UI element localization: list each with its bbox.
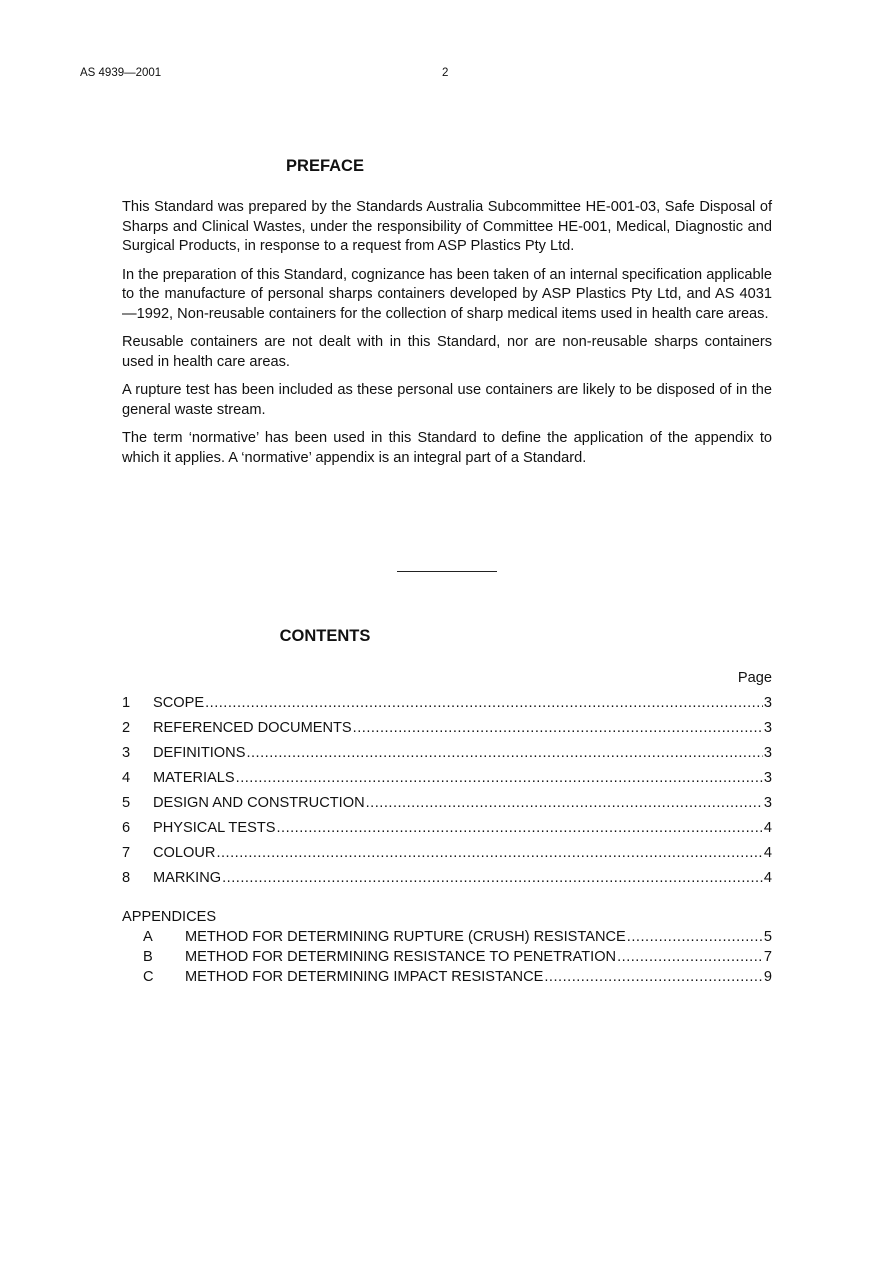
appendix-letter-text: A <box>143 929 153 945</box>
toc-entry-title: MARKING <box>153 870 222 886</box>
preface-paragraph: In the preparation of this Standard, cognizance has been taken of an internal specification applicable to the manufacture of personal sharps containers developed by ASP Plastics Pty Ltd, and AS 4031—1992, Non-reusable containers for the collection of sharp medical items used in health care areas. <box>122 266 772 322</box>
table-of-contents <box>122 668 772 893</box>
toc-leader-dots <box>236 768 763 788</box>
toc-entry-page: 4 <box>763 845 772 861</box>
appendix-title: METHOD FOR DETERMINING RESISTANCE TO PENETRATION <box>185 949 617 965</box>
toc-entry-number: 8 <box>122 870 131 886</box>
toc-entry-title: PHYSICAL TESTS <box>153 820 276 836</box>
toc-entry[interactable] <box>122 868 772 893</box>
appendix-page: 5 <box>763 929 772 945</box>
appendix-entry[interactable] <box>122 947 772 967</box>
section-divider <box>397 571 497 572</box>
appendix-letter-text: B <box>143 949 153 965</box>
toc-entry-title: SCOPE <box>153 695 205 711</box>
toc-entry[interactable] <box>122 793 772 818</box>
toc-entry-number: 5 <box>122 795 131 811</box>
preface-title: PREFACE <box>286 157 364 175</box>
standard-id: AS 4939—2001 <box>80 67 162 79</box>
toc-entry-number: 2 <box>122 720 131 736</box>
preface-paragraph: The term ‘normative’ has been used in this Standard to define the application of the appendix to which it applies. A ‘normative’ appendix is an integral part of a Standard. <box>122 430 772 466</box>
toc-entry-page: 4 <box>763 820 772 836</box>
preface-paragraph: A rupture test has been included as these personal use containers are likely to be disposed of in the general waste stream. <box>122 382 772 418</box>
contents-title: CONTENTS <box>279 627 371 645</box>
preface-title-wrap <box>0 157 650 176</box>
toc-entry-title: REFERENCED DOCUMENTS <box>153 720 352 736</box>
toc-entry-page: 3 <box>763 695 772 711</box>
page-header <box>80 67 812 83</box>
toc-entry[interactable] <box>122 818 772 843</box>
toc-leader-dots <box>276 818 762 838</box>
preface-body <box>122 198 772 477</box>
appendix-entry[interactable] <box>122 927 772 947</box>
toc-page-column-label: Page <box>737 670 772 686</box>
toc-leader-dots <box>544 967 763 987</box>
toc-entry[interactable] <box>122 743 772 768</box>
toc-leader-dots <box>216 843 762 863</box>
toc-leader-dots <box>205 693 763 713</box>
toc-entry-number: 4 <box>122 770 131 786</box>
appendix-letter <box>122 947 185 967</box>
toc-entry[interactable] <box>122 693 772 718</box>
toc-entry-page: 3 <box>763 795 772 811</box>
appendix-page: 9 <box>763 969 772 985</box>
toc-entry-number: 3 <box>122 745 131 761</box>
appendix-title: METHOD FOR DETERMINING IMPACT RESISTANCE <box>185 969 544 985</box>
toc-entry-number: 6 <box>122 820 131 836</box>
toc-leader-dots <box>246 743 762 763</box>
appendix-letter <box>122 967 185 987</box>
toc-leader-dots <box>353 718 763 738</box>
appendix-page: 7 <box>763 949 772 965</box>
toc-entry-title: MATERIALS <box>153 770 235 786</box>
toc-leader-dots <box>366 793 763 813</box>
preface-paragraph: Reusable containers are not dealt with in this Standard, nor are non-reusable sharps containers used in health care areas. <box>122 334 772 370</box>
toc-entry-page: 3 <box>763 745 772 761</box>
toc-leader-dots <box>222 868 763 888</box>
appendix-entry[interactable] <box>122 967 772 987</box>
toc-entry[interactable] <box>122 768 772 793</box>
page-number: 2 <box>442 67 449 79</box>
toc-entry[interactable] <box>122 718 772 743</box>
appendices-heading: APPENDICES <box>122 909 217 925</box>
toc-leader-dots <box>627 927 763 947</box>
toc-entry-page: 3 <box>763 770 772 786</box>
toc-entry-page: 3 <box>763 720 772 736</box>
toc-entry-number: 7 <box>122 845 131 861</box>
toc-entry-number: 1 <box>122 695 131 711</box>
preface-paragraph: This Standard was prepared by the Standards Australia Subcommittee HE-001-03, Safe Disposal of Sharps and Clinical Wastes, under the responsibility of Committee HE-001, Medical, Diagnostic and Surgical Products, in response to a request from ASP Plastics Pty Ltd. <box>122 199 772 254</box>
appendix-title: METHOD FOR DETERMINING RUPTURE (CRUSH) RESISTANCE <box>185 929 626 945</box>
appendix-letter <box>122 927 185 947</box>
contents-title-wrap <box>0 627 650 646</box>
toc-entry-title: COLOUR <box>153 845 216 861</box>
toc-entry-page: 4 <box>763 870 772 886</box>
toc-entry-title: DEFINITIONS <box>153 745 246 761</box>
toc-entry-title: DESIGN AND CONSTRUCTION <box>153 795 365 811</box>
appendix-letter-text: C <box>143 969 154 985</box>
toc-leader-dots <box>617 947 763 967</box>
toc-entry[interactable] <box>122 843 772 868</box>
appendices-list <box>122 907 772 987</box>
